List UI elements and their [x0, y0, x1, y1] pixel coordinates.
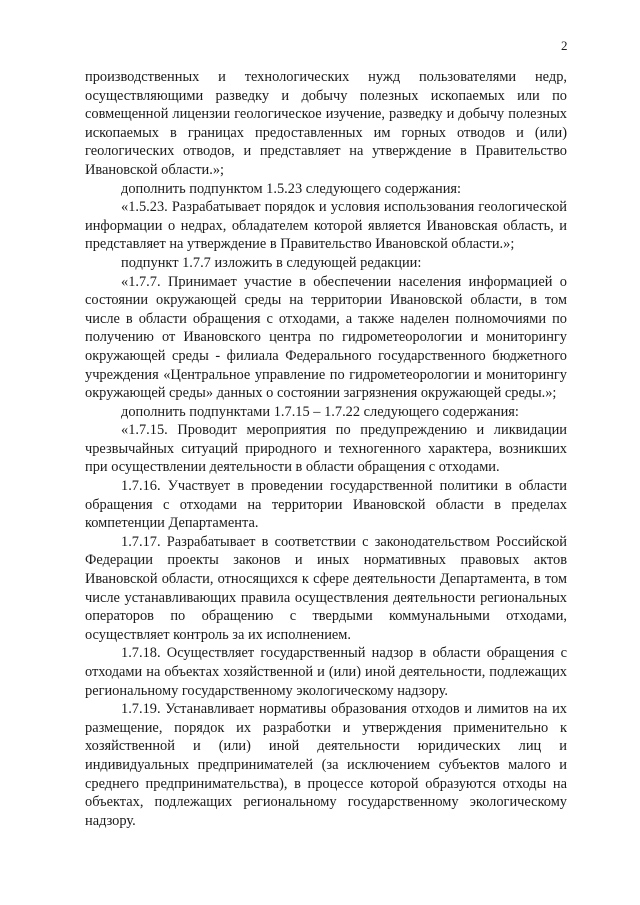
paragraph: «1.7.15. Проводит мероприятия по предупреждению и ликвидации чрезвычайных ситуаций природного и техногенного характера, возникших при осуществлении деятельности в области обращения с отходами.	[85, 422, 567, 476]
paragraph: дополнить подпунктами 1.7.15 – 1.7.22 следующего содержания:	[121, 403, 519, 420]
page-number: 2	[561, 38, 568, 53]
paragraph: подпункт 1.7.7 изложить в следующей редакции:	[121, 254, 422, 271]
paragraph: 1.7.17. Разрабатывает в соответствии с законодательством Российской Федерации проекты законов и иных нормативных правовых актов Ивановской области, относящихся к сфере деятельности Департамента, в том числе устанавливающих правила осуществления деятельности региональных операторов по обращению с твердыми коммунальными отходами, осуществляет контроль за их исполнением.	[85, 533, 567, 643]
paragraph: дополнить подпунктом 1.5.23 следующего содержания:	[121, 180, 462, 197]
paragraph: 1.7.16. Участвует в проведении государственной политики в области обращения с отходами на территории Ивановской области в пределах компетенции Департамента.	[85, 478, 567, 532]
paragraph: «1.5.23. Разрабатывает порядок и условия использования геологической информации о недрах, обладателем которой является Ивановская область, и представляет на утверждение в Правительство Ивановской области.»;	[85, 199, 567, 253]
paragraph: 1.7.18. Осуществляет государственный надзор в области обращения с отходами на объектах хозяйственной и (или) иной деятельности, подлежащих региональному государственному экологическому надзору.	[85, 645, 567, 699]
paragraph: производственных и технологических нужд пользователями недр, осуществляющими разведку и добычу полезных ископаемых или по совмещенной лицензии геологическое изучение, разведку и добычу полезных ископаемых в границах предоставленных им горных отводов и (или) геологических отводов, и представляет на утверждение в Правительство Ивановской области.»;	[85, 69, 567, 178]
document-body	[85, 68, 567, 830]
paragraph: «1.7.7. Принимает участие в обеспечении населения информацией о состоянии окружающей среды на территории Ивановской области, в том числе в области обращения с отходами, а также наделен полномочиями по получению от Ивановского центра по гидрометеорологии и мониторингу окружающей среды - филиала Федерального государственного бюджетного учреждения «Центральное управление по гидрометеорологии и мониторингу окружающей среды» данных о состоянии загрязнения окружающей среды.»;	[85, 273, 567, 402]
paragraph: 1.7.19. Устанавливает нормативы образования отходов и лимитов на их размещение, порядок их разработки и утверждения применительно к хозяйственной и (или) иной деятельности юридических лиц и индивидуальных предпринимателей (за исключением субъектов малого и среднего предпринимательства), в процессе которой образуются отходы на объектах, подлежащих региональному государственному экологическому надзору.	[85, 701, 567, 829]
